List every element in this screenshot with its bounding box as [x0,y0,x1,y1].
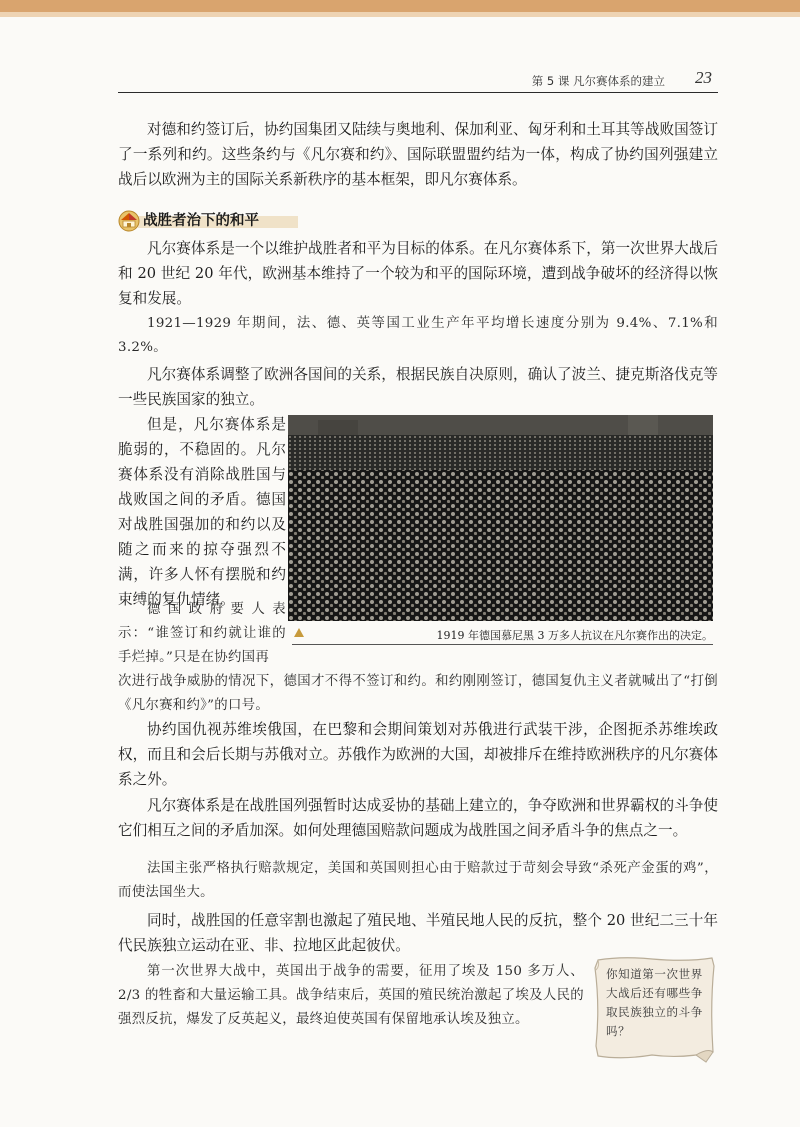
paragraph-8: 凡尔赛体系是在战胜国列强暂时达成妥协的基础上建立的，争夺欧洲和世界霸权的斗争使它们相互之间的矛盾加深。如何处理德国赔款问题成为战胜国之间矛盾斗争的焦点之一。 [118,797,718,839]
quote-german-official-continued: 次进行战争威胁的情况下，德国才不得不签订和约。和约刚刚签订，德国复仇主义者就喊出了“打倒《凡尔赛和约》”的口号。 [118,674,718,713]
top-accent-bar [0,0,800,12]
paragraph-5: 但是，凡尔赛体系是脆弱的，不稳固的。凡尔赛体系没有消除战胜国与战败国之间的矛盾。德国对战胜国强加的和约以及随之而来的掠夺强烈不满，许多人怀有摆脱和约束缚的复仇情绪。 [118,416,286,608]
quote-german-official: 德国政府要人表示：“谁签订和约就让谁的手烂掉。”只是在协约国再 [118,602,286,665]
protest-photo [288,415,713,621]
paragraph-10: 同时，战胜国的任意宰割也激起了殖民地、半殖民地人民的反抗，整个 20 世纪二三十年代民族独立运动在亚、非、拉地区此起彼伏。 [118,912,718,954]
crowd-photo-image [288,415,713,621]
section-heading [118,210,308,232]
running-header: 第 5 课 凡尔赛体系的建立 [531,74,665,88]
thinking-note [592,956,718,1064]
paragraph-2: 凡尔赛体系是一个以维护战胜者和平为目标的体系。在凡尔赛体系下，第一次世界大战后和 20 世纪 20 年代，欧洲基本维持了一个较为和平的国际环境，遭到战争破坏的经济得以恢复和发展。 [118,240,718,307]
section-emblem-icon [118,210,140,232]
note-text: 你知道第一次世界大战后还有哪些争取民族独立的斗争吗？ [606,967,703,1038]
caption-rule [292,644,713,645]
paragraph-7: 协约国仇视苏维埃俄国，在巴黎和会期间策划对苏俄进行武装干涉，企图扼杀苏维埃政权，而且和会后长期与苏俄对立。苏俄作为欧洲的大国，却被排斥在维持欧洲秩序的凡尔赛体系之外。 [118,721,718,788]
photo-caption: 1919 年德国慕尼黑 3 万多人抗议在凡尔赛作出的决定。 [436,629,713,642]
quote-egypt: 第一次世界大战中，英国出于战争的需要，征用了埃及 150 多万人、2/3 的牲畜和大量运输工具。战争结束后，英国的殖民统治激起了埃及人民的强烈反抗，爆发了反英起义，最终迫使英国有保留地承认埃及独立。 [118,964,584,1027]
top-accent-stripe [0,12,800,17]
quote-statistics: 1921—1929 年期间，法、德、英等国工业生产年平均增长速度分别为 9.4%、7.1%和 3.2%。 [118,316,718,355]
paragraph-4: 凡尔赛体系调整了欧洲各国间的关系，根据民族自决原则，确认了波兰、捷克斯洛伐克等一些民族国家的独立。 [118,366,718,408]
page-number: 23 [695,68,712,87]
section-title: 战胜者治下的和平 [143,213,259,229]
quote-reparations: 法国主张严格执行赔款规定，美国和英国则担心由于赔款过于苛刻会导致“杀死产金蛋的鸡”，而使法国坐大。 [118,861,718,900]
header-rule [118,92,718,93]
paragraph-1: 对德和约签订后，协约国集团又陆续与奥地利、保加利亚、匈牙利和土耳其等战败国签订了一系列和约。这些条约与《凡尔赛和约》、国际联盟盟约结为一体，构成了协约国列强建立战后以欧洲为主的国际关系新秩序的基本框架，即凡尔赛体系。 [118,121,718,188]
